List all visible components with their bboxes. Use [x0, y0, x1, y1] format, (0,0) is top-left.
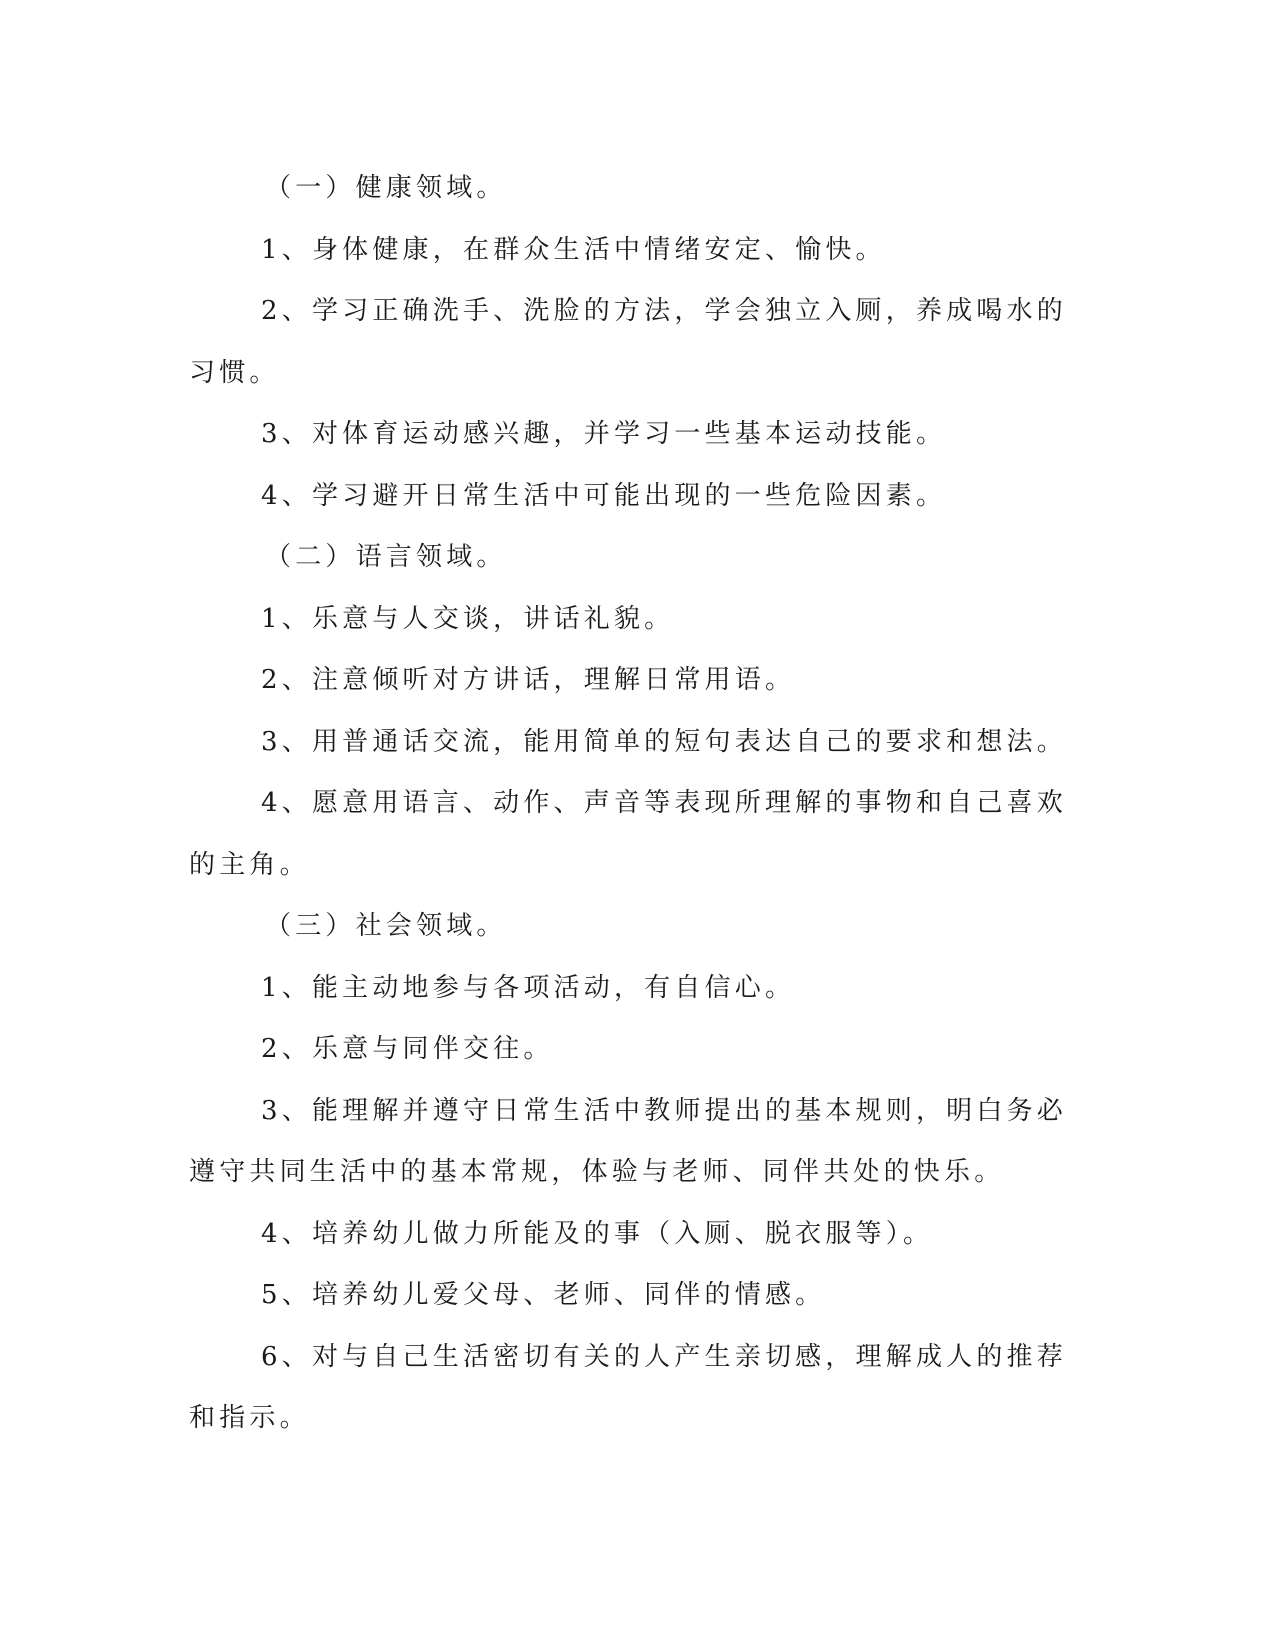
social-item-4: 4、培养幼儿做力所能及的事（入厕、脱衣服等）。	[261, 1218, 934, 1249]
social-item-5: 5、培养幼儿爱父母、老师、同伴的情感。	[261, 1280, 826, 1310]
health-item-4: 4、学习避开日常生活中可能出现的一些危险因素。	[261, 480, 947, 511]
social-item-1: 1、能主动地参与各项活动，有自信心。	[261, 972, 796, 1003]
section-heading-social: （三）社会领域。	[265, 911, 507, 941]
health-item-1: 1、身体健康，在群众生活中情绪安定、愉快。	[261, 234, 886, 265]
language-item-2: 2、注意倾听对方讲话，理解日常用语。	[261, 665, 796, 695]
language-item-4: 4、愿意用语言、动作、声音等表现所理解的事物和自己喜欢的主角。	[189, 788, 1067, 880]
social-item-2: 2、乐意与同伴交往。	[261, 1034, 554, 1064]
social-item-3: 3、能理解并遵守日常生活中教师提出的基本规则，明白务必遵守共同生活中的基本常规，体验与老师、同伴共处的快乐。	[189, 1095, 1067, 1187]
section-heading-health: （一）健康领域。	[265, 173, 507, 203]
document-body	[189, 158, 1069, 1450]
social-item-6: 6、对与自己生活密切有关的人产生亲切感，理解成人的推荐和指示。	[189, 1341, 1067, 1433]
language-item-1: 1、乐意与人交谈，讲话礼貌。	[261, 603, 675, 634]
health-item-2: 2、学习正确洗手、洗脸的方法，学会独立入厕，养成喝水的习惯。	[189, 296, 1067, 388]
section-heading-language: （二）语言领域。	[265, 542, 507, 572]
language-item-3: 3、用普通话交流，能用简单的短句表达自己的要求和想法。	[261, 726, 1067, 757]
health-item-3: 3、对体育运动感兴趣，并学习一些基本运动技能。	[261, 419, 947, 449]
